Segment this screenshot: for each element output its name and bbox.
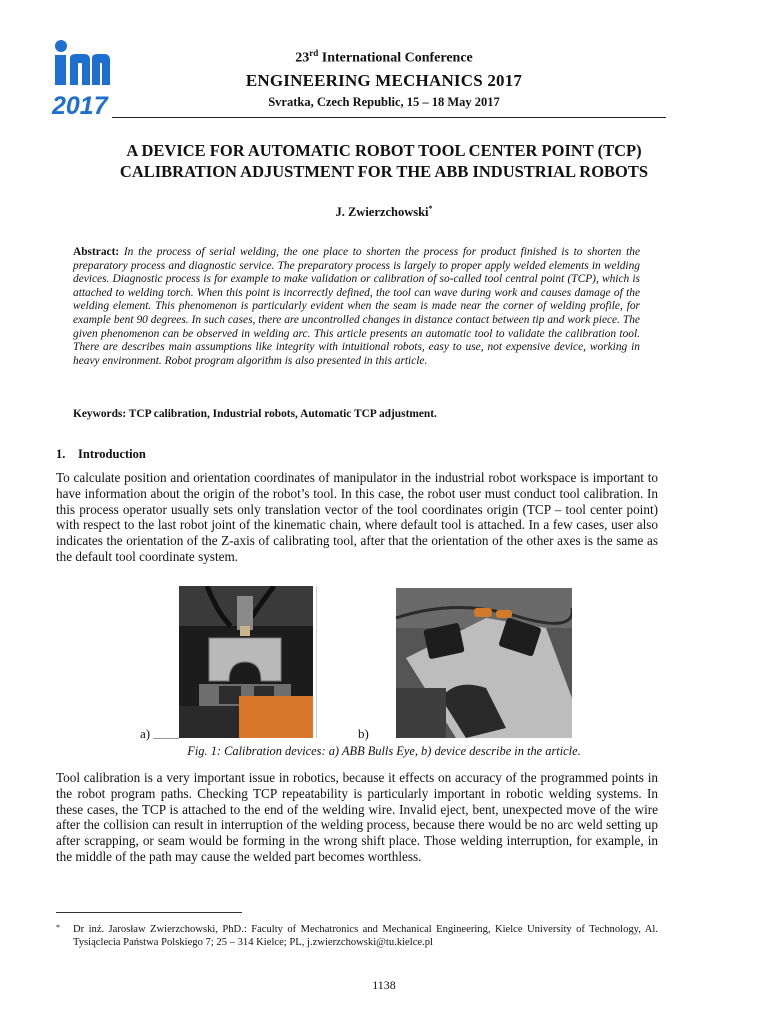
intro-paragraph-2: Tool calibration is a very important issue in robotics, because it effects on accuracy of the programmed points in the robot program paths. Checking TCP repeatability is particularly important in robotic welding systems. In these cases, the TCP is attached to the end of the welding wire. Invalid eject, bent, unexpected move of the wire after the collision can result in interruption of the welding process, because there would be no arc weld setting up after scrapping, or seam would be forming in the wrong shift place. Those welding interruption, for example, in the middle of the path may cause the welded part becomes worthless. <box>56 770 658 864</box>
figure-a-photo <box>179 586 313 738</box>
paper-author: J. Zwierzchowski* <box>335 204 433 220</box>
header-divider <box>112 117 666 118</box>
abstract <box>73 246 640 368</box>
footnote-divider <box>56 912 242 913</box>
intro-paragraph-1: To calculate position and orientation coordinates of manipulator in the industrial robot workspace is important to have information about the origin of the robot’s tool. In this case, the robot user must conduct tool calibration. In this process operator usually sets only translation vector of the tool coordinates origin (TCP – tool center point) with respect to the last robot joint of the kinematic chain, where default tool is attached. In a few cases, user also indicates the orientation of the Z-axis of calibrating tool, after that the orientation of the other axes is the same as the default tool coordinate system. <box>56 470 658 564</box>
abstract-label: Abstract: <box>73 246 120 258</box>
paper-title-line-2: CALIBRATION ADJUSTMENT FOR THE ABB INDUSTRIAL ROBOTS <box>119 162 649 181</box>
figure-label-a: a) <box>140 726 151 741</box>
page-number: 1138 <box>372 978 396 992</box>
conference-location-date: Svratka, Czech Republic, 15 – 18 May 2017 <box>268 95 500 109</box>
paper-title <box>40 140 728 182</box>
svg-text:2017: 2017 <box>52 92 108 120</box>
paper-title-line-1: A DEVICE FOR AUTOMATIC ROBOT TOOL CENTER POINT (TCP) <box>126 141 642 160</box>
figure-a-baseline <box>153 738 179 739</box>
figure-a-border <box>316 586 317 738</box>
abstract-text: In the process of serial welding, the one place to shorten the process for product finished is to shorten the preparatory process and diagnostic service. The preparatory process is largely to proper apply welded elements in welding devices. Diagnostic process is for example to make validation or calibration of so-called tool central point (TCP), which is attached to welding torch. When this point is incorrectly defined, the tool can wave during work and causes damage of the welding element. This phenomenon is particularly evident when the seam is made near the corner of welding profile, for example bent 90 degrees. In such cases, there are uncontrolled changes in distance contact between tip and work piece. The given phenomenon can be observed in welding arc. This article presents an automatic tool to validate the calibration tool. There are describes main assumptions like integrity with intuitional robots, easy to use, not expensive device, working in heavy environment. Robot program algorithm is also presented in this article. <box>73 246 640 367</box>
footnote <box>56 924 658 949</box>
figure-label-b: b) <box>358 726 369 741</box>
section-heading: 1. Introduction <box>56 447 146 461</box>
conference-edition: 23rd International Conference <box>295 48 473 66</box>
footnote-mark: * <box>56 923 60 932</box>
keywords: Keywords: TCP calibration, Industrial robots, Automatic TCP adjustment. <box>73 408 437 420</box>
conference-name: ENGINEERING MECHANICS 2017 <box>245 71 523 90</box>
figure-caption: Fig. 1: Calibration devices: a) ABB Bulls Eye, b) device describe in the article. <box>187 744 581 758</box>
figure-b-photo <box>396 588 572 738</box>
footnote-text: Dr inż. Jarosław Zwierzchowski, PhD.: Faculty of Mechatronics and Mechanical Engineering, Kielce University of Technology, Al. Tysiąclecia Państwa Polskiego 7; 25 – 314 Kielce; PL, j.zwierzchowski@tu.kielce.pl <box>73 924 658 948</box>
